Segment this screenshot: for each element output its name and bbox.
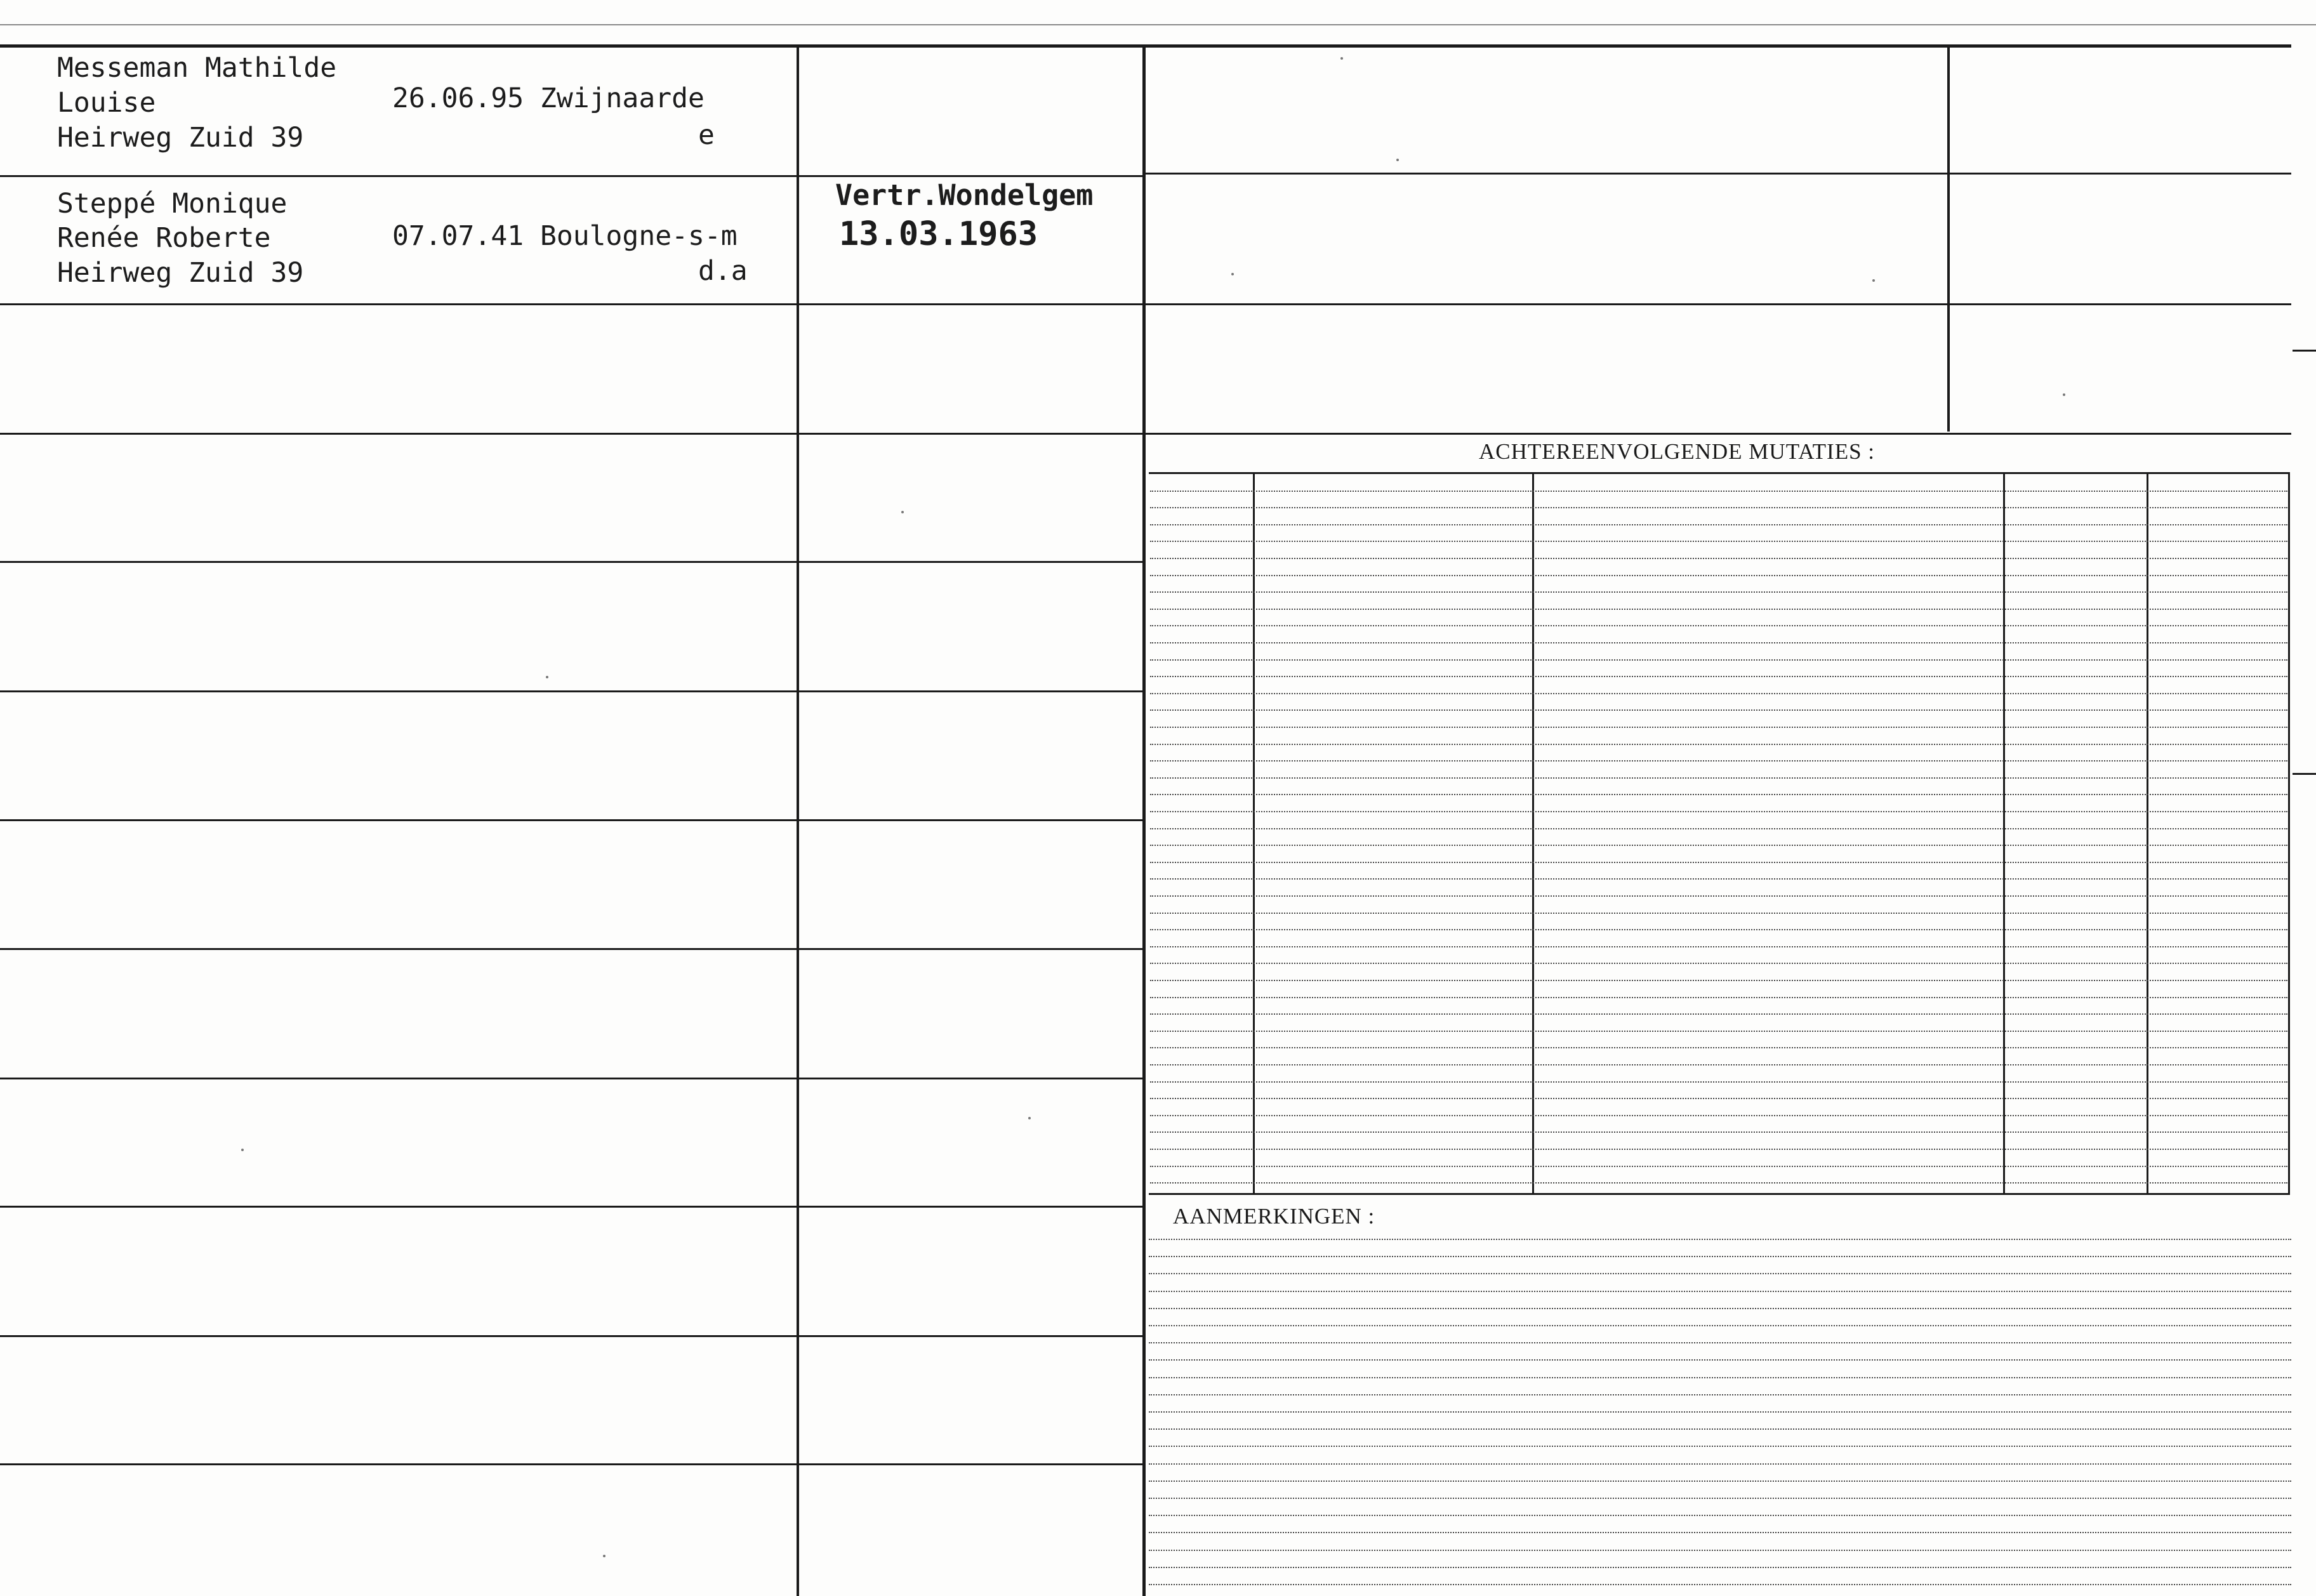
remark-ruled-line <box>1149 1532 2291 1533</box>
mutation-ruled-line <box>1150 491 2287 492</box>
record-1-address: Heirweg Zuid 39 <box>57 122 304 154</box>
row-line-8 <box>0 1078 1144 1079</box>
remark-ruled-line <box>1149 1256 2291 1257</box>
mutation-ruled-line <box>1150 609 2287 610</box>
mutation-ruled-line <box>1150 963 2287 964</box>
record-2-status: d.a <box>698 255 748 287</box>
scan-speck <box>2063 393 2065 396</box>
mutation-ruled-line <box>1150 642 2287 643</box>
mutation-ruled-line <box>1150 1013 2287 1015</box>
mutation-ruled-line <box>1150 1182 2287 1184</box>
mutation-ruled-line <box>1150 693 2287 694</box>
mutation-ruled-line <box>1150 1031 2287 1032</box>
mutation-ruled-line <box>1150 946 2287 947</box>
mutation-ruled-line <box>1150 997 2287 998</box>
mutations-col-4 <box>2147 473 2148 1194</box>
mutation-ruled-line <box>1150 1064 2287 1065</box>
record-1-name-line1: Messeman Mathilde <box>57 52 337 84</box>
mutation-ruled-line <box>1150 828 2287 829</box>
scan-speck <box>1028 1117 1031 1119</box>
mutation-ruled-line <box>1150 878 2287 880</box>
mutation-ruled-line <box>1150 541 2287 542</box>
row-line-10 <box>0 1335 1144 1337</box>
mutation-ruled-line <box>1150 744 2287 745</box>
row-line-6 <box>0 819 1144 821</box>
mutation-ruled-line <box>1150 929 2287 930</box>
mutation-ruled-line <box>1150 845 2287 846</box>
row-line-4 <box>0 561 1144 563</box>
mutation-ruled-line <box>1150 727 2287 728</box>
mutation-ruled-line <box>1150 913 2287 914</box>
mutations-col-5 <box>2288 473 2290 1194</box>
mutation-ruled-line <box>1150 1149 2287 1150</box>
column-divider-1 <box>797 48 799 1596</box>
remark-ruled-line <box>1149 1481 2291 1482</box>
row-line-3 <box>0 433 1144 435</box>
remark-ruled-line <box>1149 1308 2291 1309</box>
remark-ruled-line <box>1149 1584 2291 1585</box>
right-row-line-2 <box>1144 303 2291 305</box>
mutation-ruled-line <box>1150 862 2287 863</box>
mutation-ruled-line <box>1150 709 2287 711</box>
scan-speck <box>901 511 904 513</box>
remarks-heading: AANMERKINGEN : <box>1173 1204 1375 1229</box>
remark-ruled-line <box>1149 1411 2291 1413</box>
remark-ruled-line <box>1149 1463 2291 1465</box>
right-row-line-3 <box>1144 433 2291 435</box>
mutations-heading: ACHTEREENVOLGENDE MUTATIES : <box>1479 439 1876 464</box>
column-divider-2 <box>1142 48 1146 1596</box>
remark-ruled-line <box>1149 1515 2291 1516</box>
row-line-11 <box>0 1463 1144 1465</box>
mutations-table-top <box>1149 472 2290 474</box>
remark-ruled-line <box>1149 1446 2291 1447</box>
mutation-ruled-line <box>1150 625 2287 626</box>
mutation-ruled-line <box>1150 575 2287 576</box>
remark-ruled-line <box>1149 1273 2291 1274</box>
record-1-birth: 26.06.95 Zwijnaarde <box>392 82 705 114</box>
scan-speck <box>546 676 548 678</box>
margin-tick-2 <box>2293 773 2316 775</box>
remark-ruled-line <box>1149 1498 2291 1499</box>
row-line-7 <box>0 948 1144 950</box>
record-1-status: e <box>698 119 715 151</box>
scan-speck <box>1396 159 1399 161</box>
row-line-9 <box>0 1206 1144 1208</box>
mutation-ruled-line <box>1150 1166 2287 1167</box>
mutation-ruled-line <box>1150 659 2287 661</box>
mutation-ruled-line <box>1150 524 2287 525</box>
remark-ruled-line <box>1149 1239 2291 1240</box>
mutations-col-1 <box>1253 473 1255 1194</box>
mutation-ruled-line <box>1150 1047 2287 1048</box>
remark-ruled-line <box>1149 1428 2291 1430</box>
mutation-ruled-line <box>1150 676 2287 677</box>
row-line-2 <box>0 303 1144 305</box>
remark-ruled-line <box>1149 1550 2291 1551</box>
column-divider-3 <box>1947 48 1950 432</box>
scan-speck <box>1340 57 1343 60</box>
mutation-ruled-line <box>1150 980 2287 981</box>
mutations-col-3 <box>2003 473 2005 1194</box>
mutation-ruled-line <box>1150 777 2287 779</box>
mutation-ruled-line <box>1150 591 2287 593</box>
mutation-ruled-line <box>1150 811 2287 812</box>
row-line-1 <box>0 175 1144 177</box>
record-2-name-line1: Steppé Monique <box>57 188 288 220</box>
remark-ruled-line <box>1149 1325 2291 1326</box>
mutation-ruled-line <box>1150 794 2287 795</box>
remark-ruled-line <box>1149 1394 2291 1395</box>
scan-speck <box>241 1149 244 1151</box>
record-2-note-date: 13.03.1963 <box>839 215 1038 253</box>
record-2-birth: 07.07.41 Boulogne-s-m <box>392 220 738 252</box>
margin-tick-1 <box>2293 350 2316 352</box>
mutation-ruled-line <box>1150 1098 2287 1099</box>
mutation-ruled-line <box>1150 507 2287 508</box>
record-2-note: Vertr.Wondelgem <box>835 178 1094 212</box>
right-row-line-1 <box>1144 173 2291 175</box>
row-line-5 <box>0 690 1144 692</box>
record-1-name-line2: Louise <box>57 87 156 119</box>
remark-ruled-line <box>1149 1377 2291 1378</box>
mutation-ruled-line <box>1150 895 2287 897</box>
scan-speck <box>603 1555 605 1557</box>
mutation-ruled-line <box>1150 558 2287 559</box>
scan-speck <box>1231 273 1234 275</box>
mutation-ruled-line <box>1150 760 2287 762</box>
record-2-name-line2: Renée Roberte <box>57 222 271 254</box>
mutations-table-bottom <box>1149 1193 2290 1195</box>
scan-speck <box>1872 279 1875 282</box>
mutation-ruled-line <box>1150 1081 2287 1083</box>
mutations-col-2 <box>1532 473 1534 1194</box>
record-2-address: Heirweg Zuid 39 <box>57 257 304 289</box>
remark-ruled-line <box>1149 1359 2291 1361</box>
remark-ruled-line <box>1149 1291 2291 1292</box>
mutation-ruled-line <box>1150 1115 2287 1116</box>
remark-ruled-line <box>1149 1342 2291 1343</box>
mutation-ruled-line <box>1150 1131 2287 1133</box>
remark-ruled-line <box>1149 1567 2291 1568</box>
top-edge-line <box>0 24 2316 25</box>
